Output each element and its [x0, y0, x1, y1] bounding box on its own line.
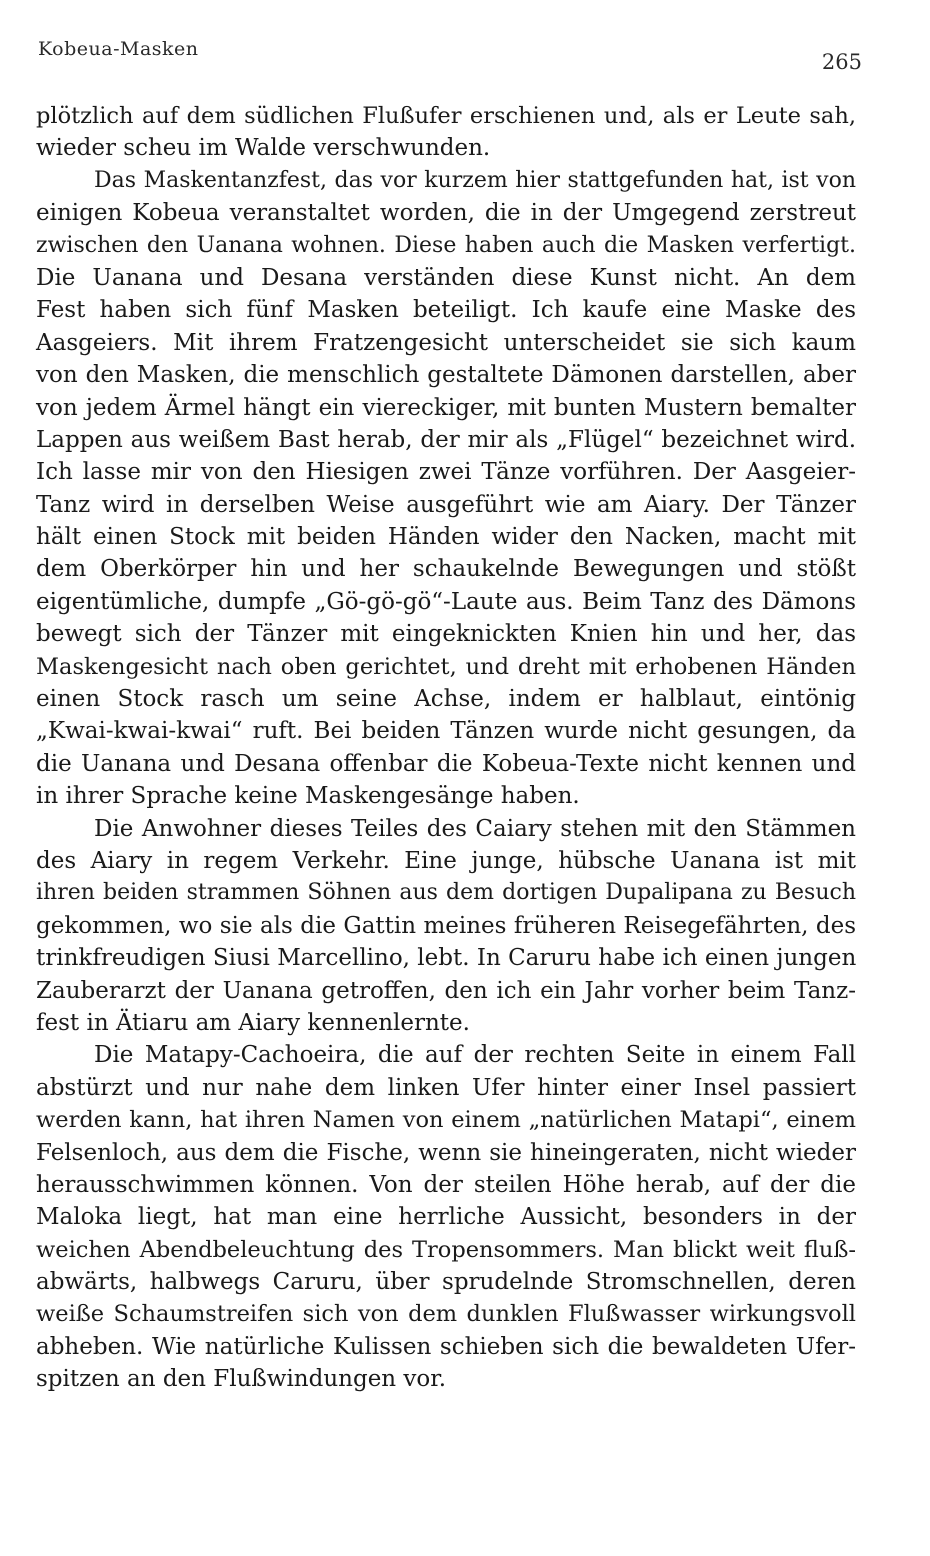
text-line: abwärts, halbwegs Caruru, über sprudelnde Stromschnellen, deren [36, 1269, 856, 1296]
text-line: Die Matapy-Cachoeira, die auf der rechten Seite in einem Fall [94, 1042, 856, 1069]
text-line: Die Uanana und Desana verständen diese Kunst nicht. An dem [36, 264, 856, 291]
text-line: Die Anwohner dieses Teiles des Caiary stehen mit den Stämmen [94, 815, 856, 842]
text-line: eigentümliche, dumpfe „Gö-gö-gö“-Laute aus. Beim Tanz des Dämons [36, 588, 856, 615]
text-line: „Kwai-kwai-kwai“ ruft. Bei beiden Tänzen wurde nicht gesungen, da [36, 718, 856, 745]
text-line: einigen Kobeua veranstaltet worden, die in der Umgegend zerstreut [36, 200, 856, 227]
text-line: Maloka liegt, hat man eine herrliche Aussicht, besonders in der [36, 1204, 856, 1231]
page-number: 265 [821, 50, 862, 74]
text-line: weichen Abendbeleuchtung des Tropensommers. Man blickt weit fluß- [36, 1236, 856, 1263]
text-line: Felsenloch, aus dem die Fische, wenn sie hineingeraten, nicht wieder [36, 1139, 856, 1166]
text-line: Lappen aus weißem Bast herab, der mir als „Flügel“ bezeichnet wird. [36, 426, 856, 453]
text-line: Zauberarzt der Uanana getroffen, den ich ein Jahr vorher beim Tanz- [36, 977, 856, 1004]
text-line: Maskengesicht nach oben gerichtet, und dreht mit erhobenen Händen [36, 653, 856, 680]
running-title: Kobeua-Masken [38, 38, 199, 60]
text-line: hält einen Stock mit beiden Händen wider den Nacken, macht mit [36, 524, 856, 551]
text-line: Tanz wird in derselben Weise ausgeführt wie am Aiary. Der Tänzer [36, 491, 856, 518]
text-line: ihren beiden strammen Söhnen aus dem dortigen Dupalipana zu Besuch [36, 880, 856, 906]
text-line: von jedem Ärmel hängt ein viereckiger, mit bunten Mustern bemalter [36, 394, 856, 421]
text-line: die Uanana und Desana offenbar die Kobeua-Texte nicht kennen und [36, 750, 856, 777]
text-line: weiße Schaumstreifen sich von dem dunklen Flußwasser wirkungsvoll [36, 1301, 856, 1328]
text-line: abheben. Wie natürliche Kulissen schieben sich die bewaldeten Ufer- [36, 1333, 856, 1360]
text-line: Aasgeiers. Mit ihrem Fratzengesicht unterscheidet sie sich kaum [36, 329, 856, 356]
text-line: von den Masken, die menschlich gestaltete Dämonen darstellen, aber [36, 362, 856, 389]
text-line: spitzen an den Flußwindungen vor. [36, 1366, 447, 1393]
text-line: Fest haben sich fünf Masken beteiligt. Ich kaufe eine Maske des [36, 297, 856, 324]
text-line: trinkfreudigen Siusi Marcellino, lebt. In Caruru habe ich einen jungen [36, 945, 857, 972]
text-line: bewegt sich der Tänzer mit eingeknickten Knien hin und her, das [36, 621, 856, 648]
text-line: werden kann, hat ihren Namen von einem „natürlichen Matapi“, einem [36, 1107, 856, 1134]
text-line: in ihrer Sprache keine Maskengesänge haben. [36, 783, 580, 810]
text-line: Ich lasse mir von den Hiesigen zwei Tänze vorführen. Der Aasgeier- [36, 459, 856, 486]
text-line: Das Maskentanzfest, das vor kurzem hier stattgefunden hat, ist von [94, 167, 856, 193]
text-line: plötzlich auf dem südlichen Flußufer erschienen und, als er Leute sah, [36, 103, 856, 129]
text-line: dem Oberkörper hin und her schaukelnde Bewegungen und stößt [36, 556, 856, 583]
text-line: abstürzt und nur nahe dem linken Ufer hinter einer Insel passiert [36, 1074, 856, 1101]
text-line: gekommen, wo sie als die Gattin meines früheren Reisegefährten, des [36, 912, 856, 939]
text-line: zwischen den Uanana wohnen. Diese haben auch die Masken verfertigt. [36, 232, 856, 258]
text-line: herausschwimmen können. Von der steilen Höhe herab, auf der die [36, 1171, 856, 1198]
text-line: wieder scheu im Walde verschwunden. [36, 135, 491, 162]
body-text [36, 100, 856, 1396]
text-line: des Aiary in regem Verkehr. Eine junge, hübsche Uanana ist mit [36, 847, 856, 874]
text-line: einen Stock rasch um seine Achse, indem er halblaut, eintönig [36, 686, 856, 713]
text-line: fest in Ätiaru am Aiary kennenlernte. [36, 1009, 470, 1036]
